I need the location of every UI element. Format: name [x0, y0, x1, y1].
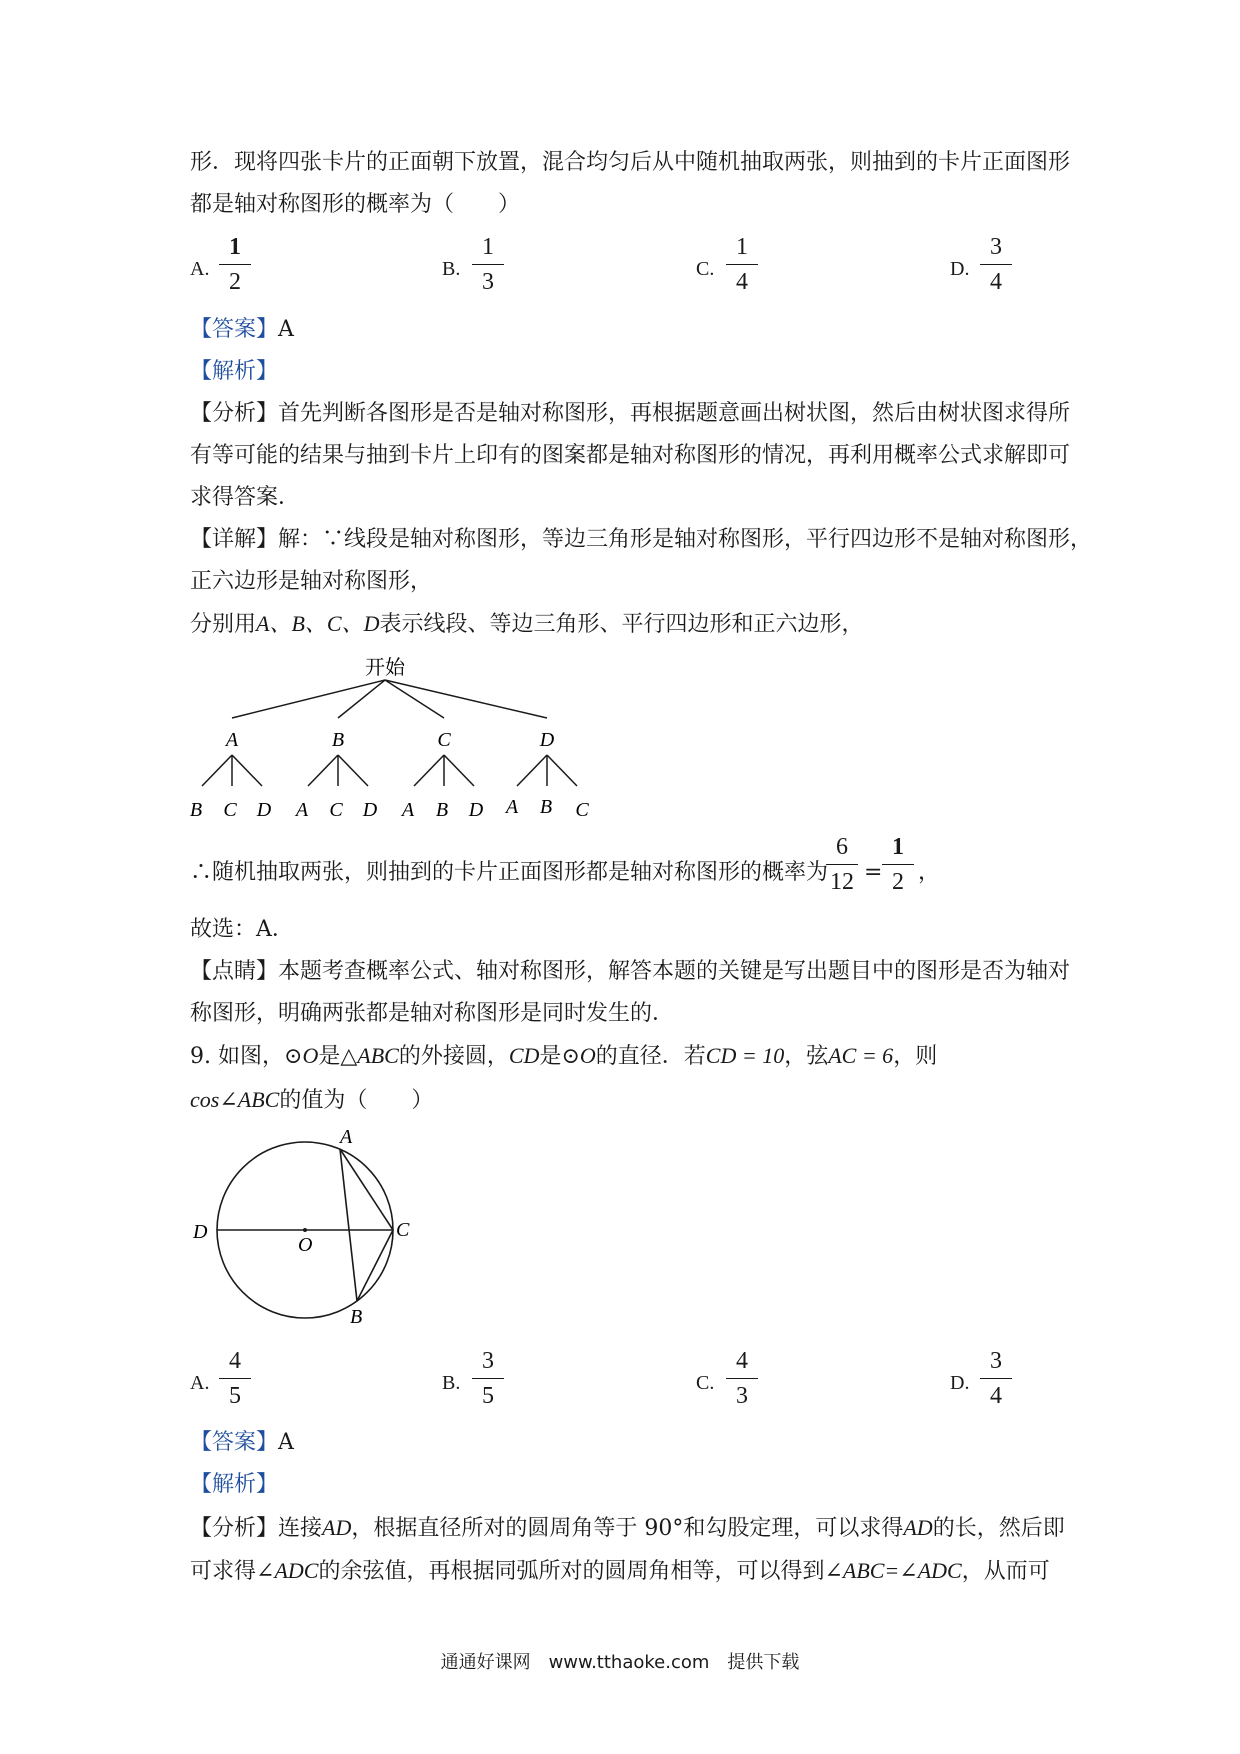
q8-option-c-label: C. [696, 258, 715, 280]
q8-choose: 故选：A． [190, 917, 294, 942]
fenxi-tag: 【分析】 [190, 1516, 279, 1541]
q8-option-a-fraction: 1 2 [215, 232, 255, 297]
q9-fenxi-line2: 可求得∠ADC的余弦值，再根据同弧所对的圆周角相等，可以得到∠ABC=∠ADC，从而可 [190, 1558, 1050, 1584]
q8-xiangjie-line3: 分别用A、B、C、D表示线段、等边三角形、平行四边形和正六边形， [190, 611, 864, 637]
tree-l1-node: D [539, 729, 555, 751]
q8-fenxi-line1: 【分析】首先判断各图形是否是轴对称图形，再根据题意画出树状图，然后由树状图求得所 [190, 401, 1071, 426]
tree-l1-node: B [331, 729, 345, 751]
q9-fenxi-line1: 【分析】连接AD，根据直径所对的圆周角等于 90°和勾股定理，可以求得AD的长，然后即 [190, 1515, 1065, 1541]
fenxi-tag: 【分析】 [190, 401, 279, 426]
analysis-tag: 【解析】 [190, 359, 279, 384]
q8-conclusion-equals: = [864, 860, 883, 885]
q8-fenxi-line3: 求得答案． [190, 485, 301, 510]
point-label: O [298, 1234, 313, 1256]
q8-option-b-label: B. [442, 258, 461, 280]
q9-circle-figure [190, 1125, 420, 1335]
q8-conclusion-text: ∴随机抽取两张，则抽到的卡片正面图形都是轴对称图形的概率为 [190, 860, 829, 885]
q9-option-c-label: C. [696, 1372, 715, 1394]
q8-option-d-fraction: 3 4 [976, 232, 1016, 297]
q8-option-c-fraction: 1 4 [722, 232, 762, 297]
answer-value: A [278, 317, 294, 342]
tree-l2-node: B [189, 799, 203, 821]
tree-l2-node: C [329, 799, 343, 821]
q9-option-d-label: D. [950, 1372, 970, 1394]
q8-dianjing-line2: 称图形，明确两张都是轴对称图形是同时发生的． [190, 1001, 675, 1026]
probability-tree-diagram [180, 650, 600, 825]
analysis-tag: 【解析】 [190, 1472, 279, 1497]
q9-stem-line2: cos∠ABC的值为（ ） [190, 1087, 434, 1113]
tree-root-label: 开始 [365, 655, 405, 679]
q8-answer [190, 315, 294, 345]
q8-option-a-label: A. [190, 258, 210, 280]
tree-l1-node: A [225, 729, 239, 751]
q8-option-d-label: D. [950, 258, 970, 280]
tree-l2-node: D [362, 799, 378, 821]
q8-conclusion-end: ， [918, 860, 941, 885]
q9-option-a-fraction: 4 5 [215, 1346, 255, 1411]
q9-option-b-fraction: 3 5 [468, 1346, 508, 1411]
q8-xiangjie-line1: 【详解】解：∵线段是轴对称图形，等边三角形是轴对称图形，平行四边形不是轴对称图形， [190, 527, 1093, 552]
point-label: B [350, 1306, 363, 1328]
q8-fenxi-line2: 有等可能的结果与抽到卡片上印有的图案都是轴对称图形的情况，再利用概率公式求解即可 [190, 443, 1071, 468]
q8-option-b-fraction: 1 3 [468, 232, 508, 297]
q9-number: 9. [190, 1044, 211, 1069]
answer-tag: 【答案】 [190, 1430, 279, 1455]
q9-option-b-label: B. [442, 1372, 461, 1394]
tree-l2-node: D [468, 799, 484, 821]
page-footer: 通通好课网 www.tthaoke.com 提供下载 [440, 1652, 800, 1673]
answer-tag: 【答案】 [190, 317, 279, 342]
dianjing-tag: 【点睛】 [190, 959, 279, 984]
q8-stem-line1: 形．现将四张卡片的正面朝下放置，混合均匀后从中随机抽取两张，则抽到的卡片正面图形 [190, 150, 1071, 175]
point-label: A [340, 1126, 353, 1148]
point-label: D [193, 1221, 208, 1243]
q9-option-d-fraction: 3 4 [976, 1346, 1016, 1411]
q8-analysis-heading [190, 357, 278, 387]
point-label: C [396, 1219, 410, 1241]
q9-answer [190, 1428, 294, 1458]
tree-l2-node: A [505, 796, 519, 818]
q8-conclusion-fraction-2: 1 2 [878, 832, 918, 897]
q9-option-c-fraction: 4 3 [722, 1346, 762, 1411]
tree-l2-node: B [539, 796, 553, 818]
q9-option-a-label: A. [190, 1372, 210, 1394]
tree-l2-node: A [295, 799, 309, 821]
q8-stem-line2: 都是轴对称图形的概率为（ ） [190, 192, 521, 217]
q8-xiangjie-line2: 正六边形是轴对称图形， [190, 569, 433, 594]
tree-l2-node: D [256, 799, 272, 821]
tree-l2-node: C [223, 799, 237, 821]
tree-l1-node: C [437, 729, 451, 751]
xiangjie-tag: 【详解】 [190, 527, 279, 552]
answer-value: A [278, 1430, 294, 1455]
q8-conclusion-fraction-1: 6 12 [822, 832, 862, 897]
tree-l2-node: A [401, 799, 415, 821]
q9-analysis-heading [190, 1470, 278, 1500]
tree-l2-node: B [435, 799, 449, 821]
q8-dianjing-line1: 【点睛】本题考查概率公式、轴对称图形，解答本题的关键是写出题目中的图形是否为轴对 [190, 959, 1071, 984]
q9-stem-line1: 9. 如图，⊙O是△ABC的外接圆，CD是⊙O的直径．若CD = 10，弦AC = 6，则 [190, 1043, 938, 1069]
tree-l2-node: C [575, 799, 589, 821]
